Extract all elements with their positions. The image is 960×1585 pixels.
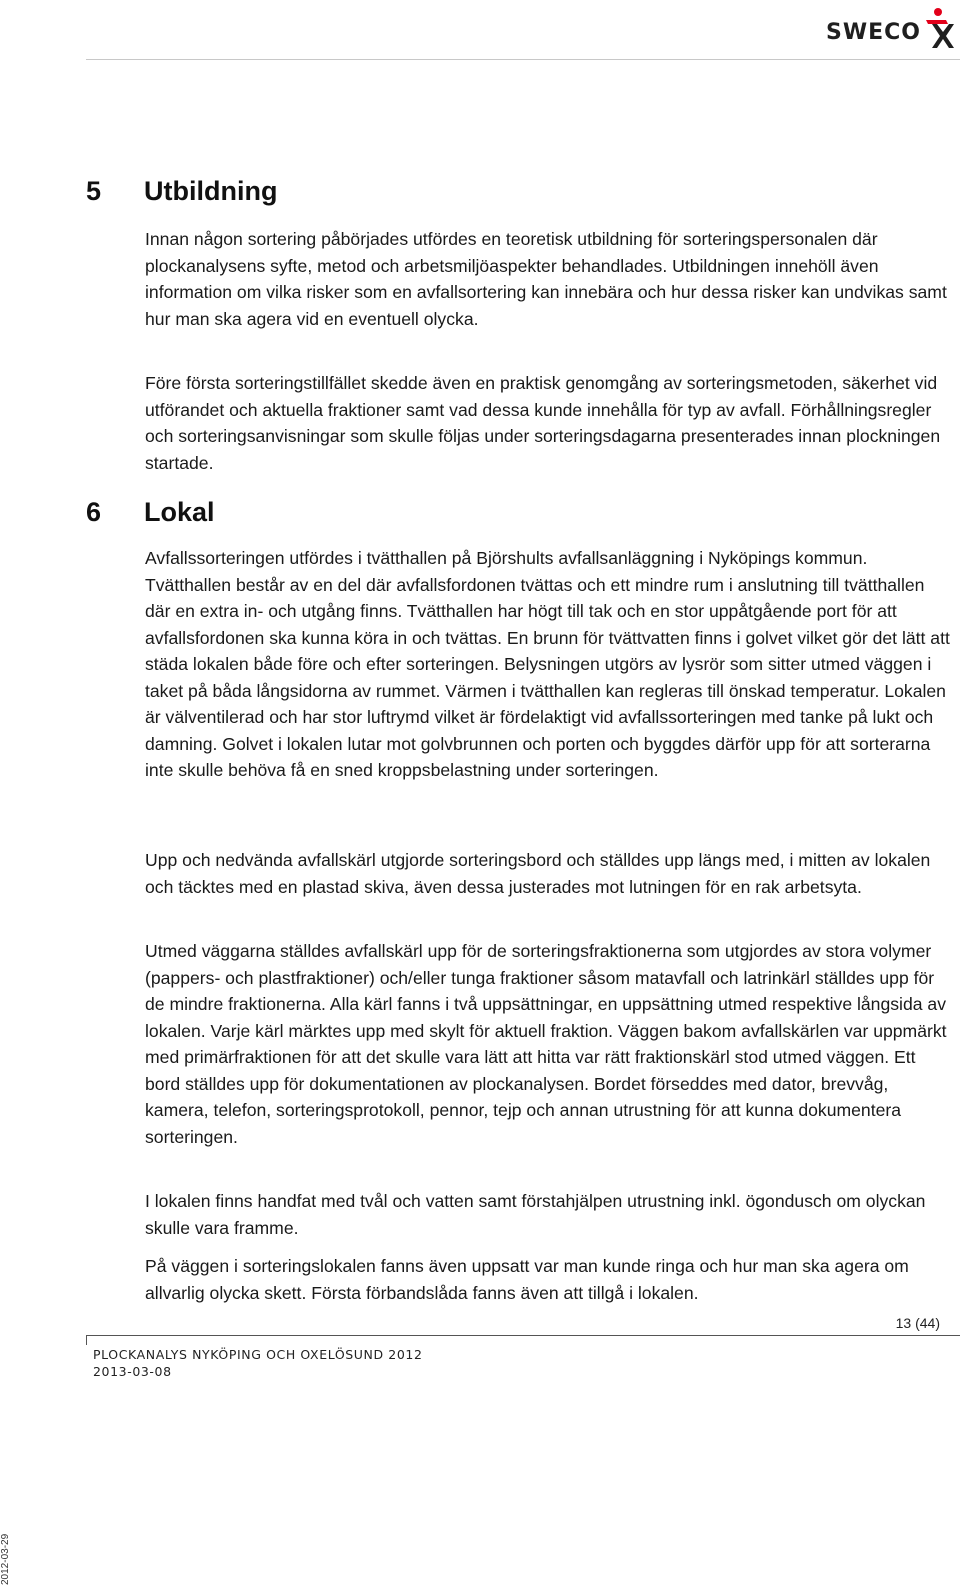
footer-divider <box>86 1335 960 1336</box>
paragraph: Avfallssorteringen utfördes i tvätthallen på Björshults avfallsanläggning i Nyköpings kommun. Tvätthallen består av en del där avfallsfordonen tvättas och ett mindre rum i anslutning till tvätthallen där en extra in- och utgång finns. Tvätthallen har högt till tak och en stor uppåtgående port för att avfallsfordonen ska kunna köra in och tvättas. En brunn för tvättvatten finns i golvet vilket gör det lätt att städa lokalen både före och efter sorteringen. Belysningen utgörs av lysrör som sitter utmed väggen i taket på båda långsidorna av rummet. Värmen i tvätthallen kan regleras till önskad temperatur. Lokalen är välventilerad och har stor luftrymd vilket är fördelaktigt vid avfallssorteringen med tanke på lukt och damning. Golvet i lokalen lutar mot golvbrunnen och porten och byggdes därför upp för att sorterarna inte skulle behöva få en sned kroppsbelastning under sorteringen. <box>145 548 950 780</box>
paragraph: Utmed väggarna ställdes avfallskärl upp för de sorteringsfraktionerna som utgjordes av stora volymer (pappers- och plastfraktioner) och/eller tunga fraktioner såsom matavfall och latrinkärl ställdes upp för de mindre fraktionerna. Alla kärl fanns i två uppsättningar, en uppsättning utmed respektive långsida av lokalen. Varje kärl märktes upp med skylt för aktuell fraktion. Väggen bakom avfallskärlen var uppmärkt med primärfraktionen för att det skulle vara lätt att hitta var rätt fraktionskärl stod utmed väggen. Ett bord ställdes upp för dokumentationen av plockanalysen. Bordet förseddes med dator, brevvåg, kamera, telefon, sorteringsprotokoll, pennor, tejp och annan utrustning för att kunna dokumentera sorteringen. <box>145 941 947 1147</box>
footer-divider-tick <box>86 1335 87 1345</box>
side-date-stamp: 2012-03-29 <box>0 1533 11 1585</box>
section-title: Lokal <box>144 497 215 527</box>
paragraph: I lokalen finns handfat med tvål och vatten samt förstahjälpen utrustning inkl. ögondusch om olyckan skulle vara framme. <box>145 1191 926 1238</box>
paragraph: På väggen i sorteringslokalen fanns även uppsatt var man kunde ringa och hur man ska agera om allvarlig olycka skett. Första förbandslåda fanns även att tillgå i lokalen. <box>145 1256 909 1303</box>
sweco-logo <box>826 6 954 50</box>
section-heading-lokal <box>86 497 215 528</box>
paragraph: Före första sorteringstillfället skedde även en praktisk genomgång av sorteringsmetoden, säkerhet vid utförandet och aktuella fraktioner samt vad dessa kunde innehålla för typ av avfall. Förhållningsregler och sorteringsanvisningar som skulle följas under sorteringsdagarna presenterades innan plockningen startade. <box>145 373 941 473</box>
header-divider <box>86 59 960 60</box>
logo-text: SWECO <box>826 20 921 45</box>
section-title: Utbildning <box>144 176 278 206</box>
footer-document-title: PLOCKANALYS NYKÖPING OCH OXELÖSUND 2012 <box>93 1347 423 1362</box>
paragraph: Upp och nedvända avfallskärl utgjorde sorteringsbord och ställdes upp längs med, i mitten av lokalen och täcktes med en plastad skiva, även dessa justerades mot lutningen för en rak arbetsyta. <box>145 850 931 897</box>
paragraph: Innan någon sortering påbörjades utfördes en teoretisk utbildning för sorteringspersonalen där plockanalysens syfte, metod och arbetsmiljöaspekter behandlades. Utbildningen innehöll även information om vilka risker som en avfallsortering kan innebära och hur dessa risker kan undvikas samt hur man ska agera vid en eventuell olycka. <box>145 229 947 329</box>
page-number: 13 (44) <box>895 1315 940 1331</box>
section-number: 6 <box>86 497 102 527</box>
section-heading-utbildning <box>86 176 277 207</box>
section-number: 5 <box>86 176 102 206</box>
footer-date: 2013-03-08 <box>93 1364 172 1379</box>
sweco-figure-icon <box>918 6 954 50</box>
